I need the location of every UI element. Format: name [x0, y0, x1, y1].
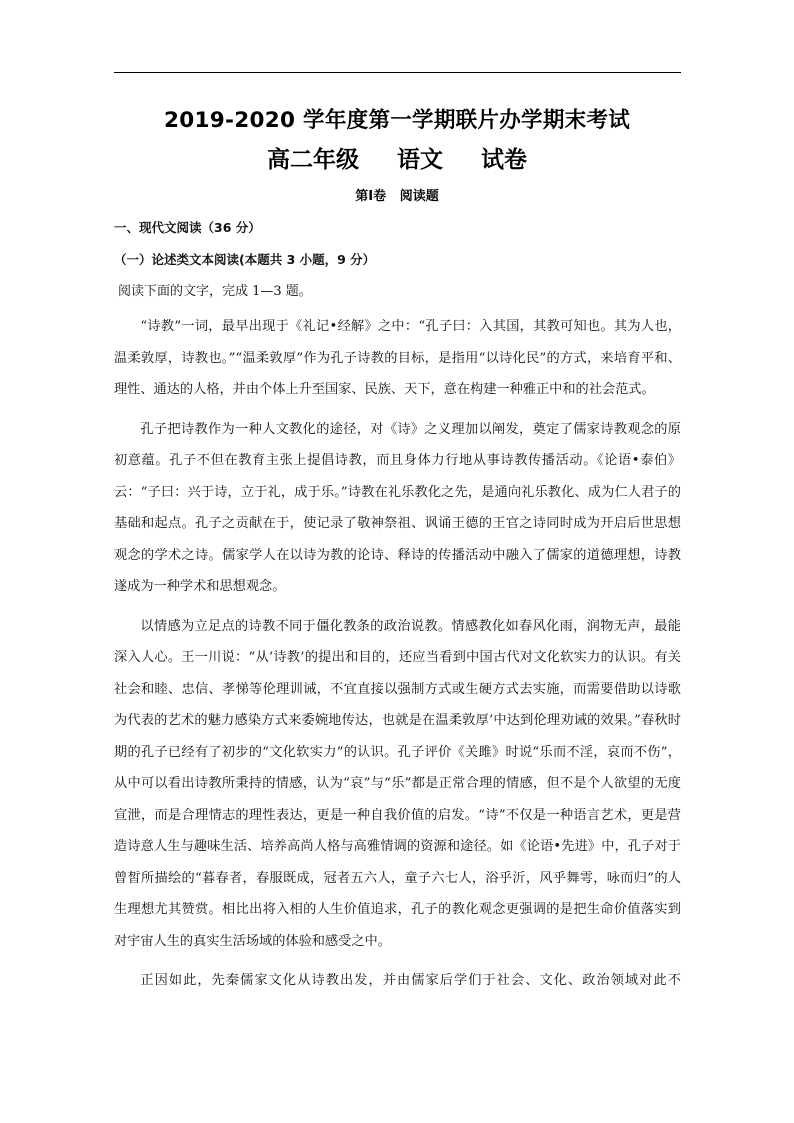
passage-paragraph-1: “诗教”一词，最早出现于《礼记•经解》之中：“孔子曰：入其国，其教可知也。其为人也，温柔敦厚，诗教也。”“温柔敦厚”作为孔子诗教的目标，是指用“以诗化民”的方式，来培育平和、理性、通达的人格，并由个体上升至国家、民族、天下，意在构建一种雅正中和的社会范式。 — [114, 319, 681, 397]
subsection-heading-argumentative: （一）论述类文本阅读(本题共 3 小题，9 分） — [114, 252, 376, 267]
volume-name: 阅读题 — [399, 189, 439, 204]
exam-title: 2019-2020 学年度第一学期联片办学期末考试 — [163, 108, 631, 133]
passage-paragraph-3: 以情感为立足点的诗教不同于僵化教条的政治说教。情感教化如春风化雨，润物无声，最能深入人心。王一川说：“从‘诗教’的提出和目的，还应当看到中国古代对文化软实力的认识。有关社会和睦、忠信、孝悌等伦理训诫，不宜直接以强制方式或生硬方式去实施，而需要借助以诗歌为代表的艺术的魅力感染方式来委婉地传达，也就是在温柔敦厚’中达到伦理劝诫的效果。”春秋时期的孔子已经有了初步的“文化软实力”的认识。孔子评价《关雎》时说“乐而不淫，哀而不伤”，从中可以看出诗教所秉持的情感，认为“哀”与“乐”都是正常合理的情感，但不是个人欲望的无度宣泄，而是合理情志的理性表达，更是一种自我价值的启发。“诗”不仅是一种语言艺术，更是营造诗意人生与趣味生活、培养高尚人格与高雅情调的资源和途径。如《论语•先进》中，孔子对于曾皙所描绘的“暮春者，春服既成，冠者五六人，童子六七人，浴乎沂，风乎舞雩，咏而归”的人生理想尤其赞赏。相比出将入相的人生价值追求，孔子的教化观念更强调的是把生命价值落实到对宇宙人生的真实生活场域的体验和感受之中。 — [114, 618, 681, 949]
header-rule — [114, 72, 681, 73]
passage-paragraph-2: 孔子把诗教作为一种人文教化的途径，对《诗》之义理加以阐发，奠定了儒家诗教观念的原初意蕴。孔子不但在教育主张上提倡诗教，而且身体力行地从事诗教传播活动。《论语•泰伯》云：“子曰：兴于诗，立于礼，成于乐。”诗教在礼乐教化之先，是通向礼乐教化、成为仁人君子的基础和起点。孔子之贡献在于，使记录了敬神祭祖、讽诵王德的王官之诗同时成为开启后世思想观念的学术之诗。儒家学人在以诗为教的论诗、释诗的传播活动中融入了儒家的道德理想，诗教遂成为一种学术和思想观念。 — [114, 421, 681, 594]
volume-heading — [0, 185, 794, 204]
exam-subtitle: 高二年级 语文 试卷 — [266, 147, 527, 173]
passage-paragraph-4: 正因如此，先秦儒家文化从诗教出发，并由儒家后学们于社会、文化、政治领域对此不 — [140, 973, 681, 988]
reading-instruction: 阅读下面的文字，完成 1—3 题。 — [118, 284, 312, 299]
reading-passage — [114, 311, 681, 997]
section-heading-modern-reading: 一、现代文阅读（36 分） — [114, 220, 261, 235]
volume-label: 第Ⅰ卷 — [355, 189, 387, 204]
